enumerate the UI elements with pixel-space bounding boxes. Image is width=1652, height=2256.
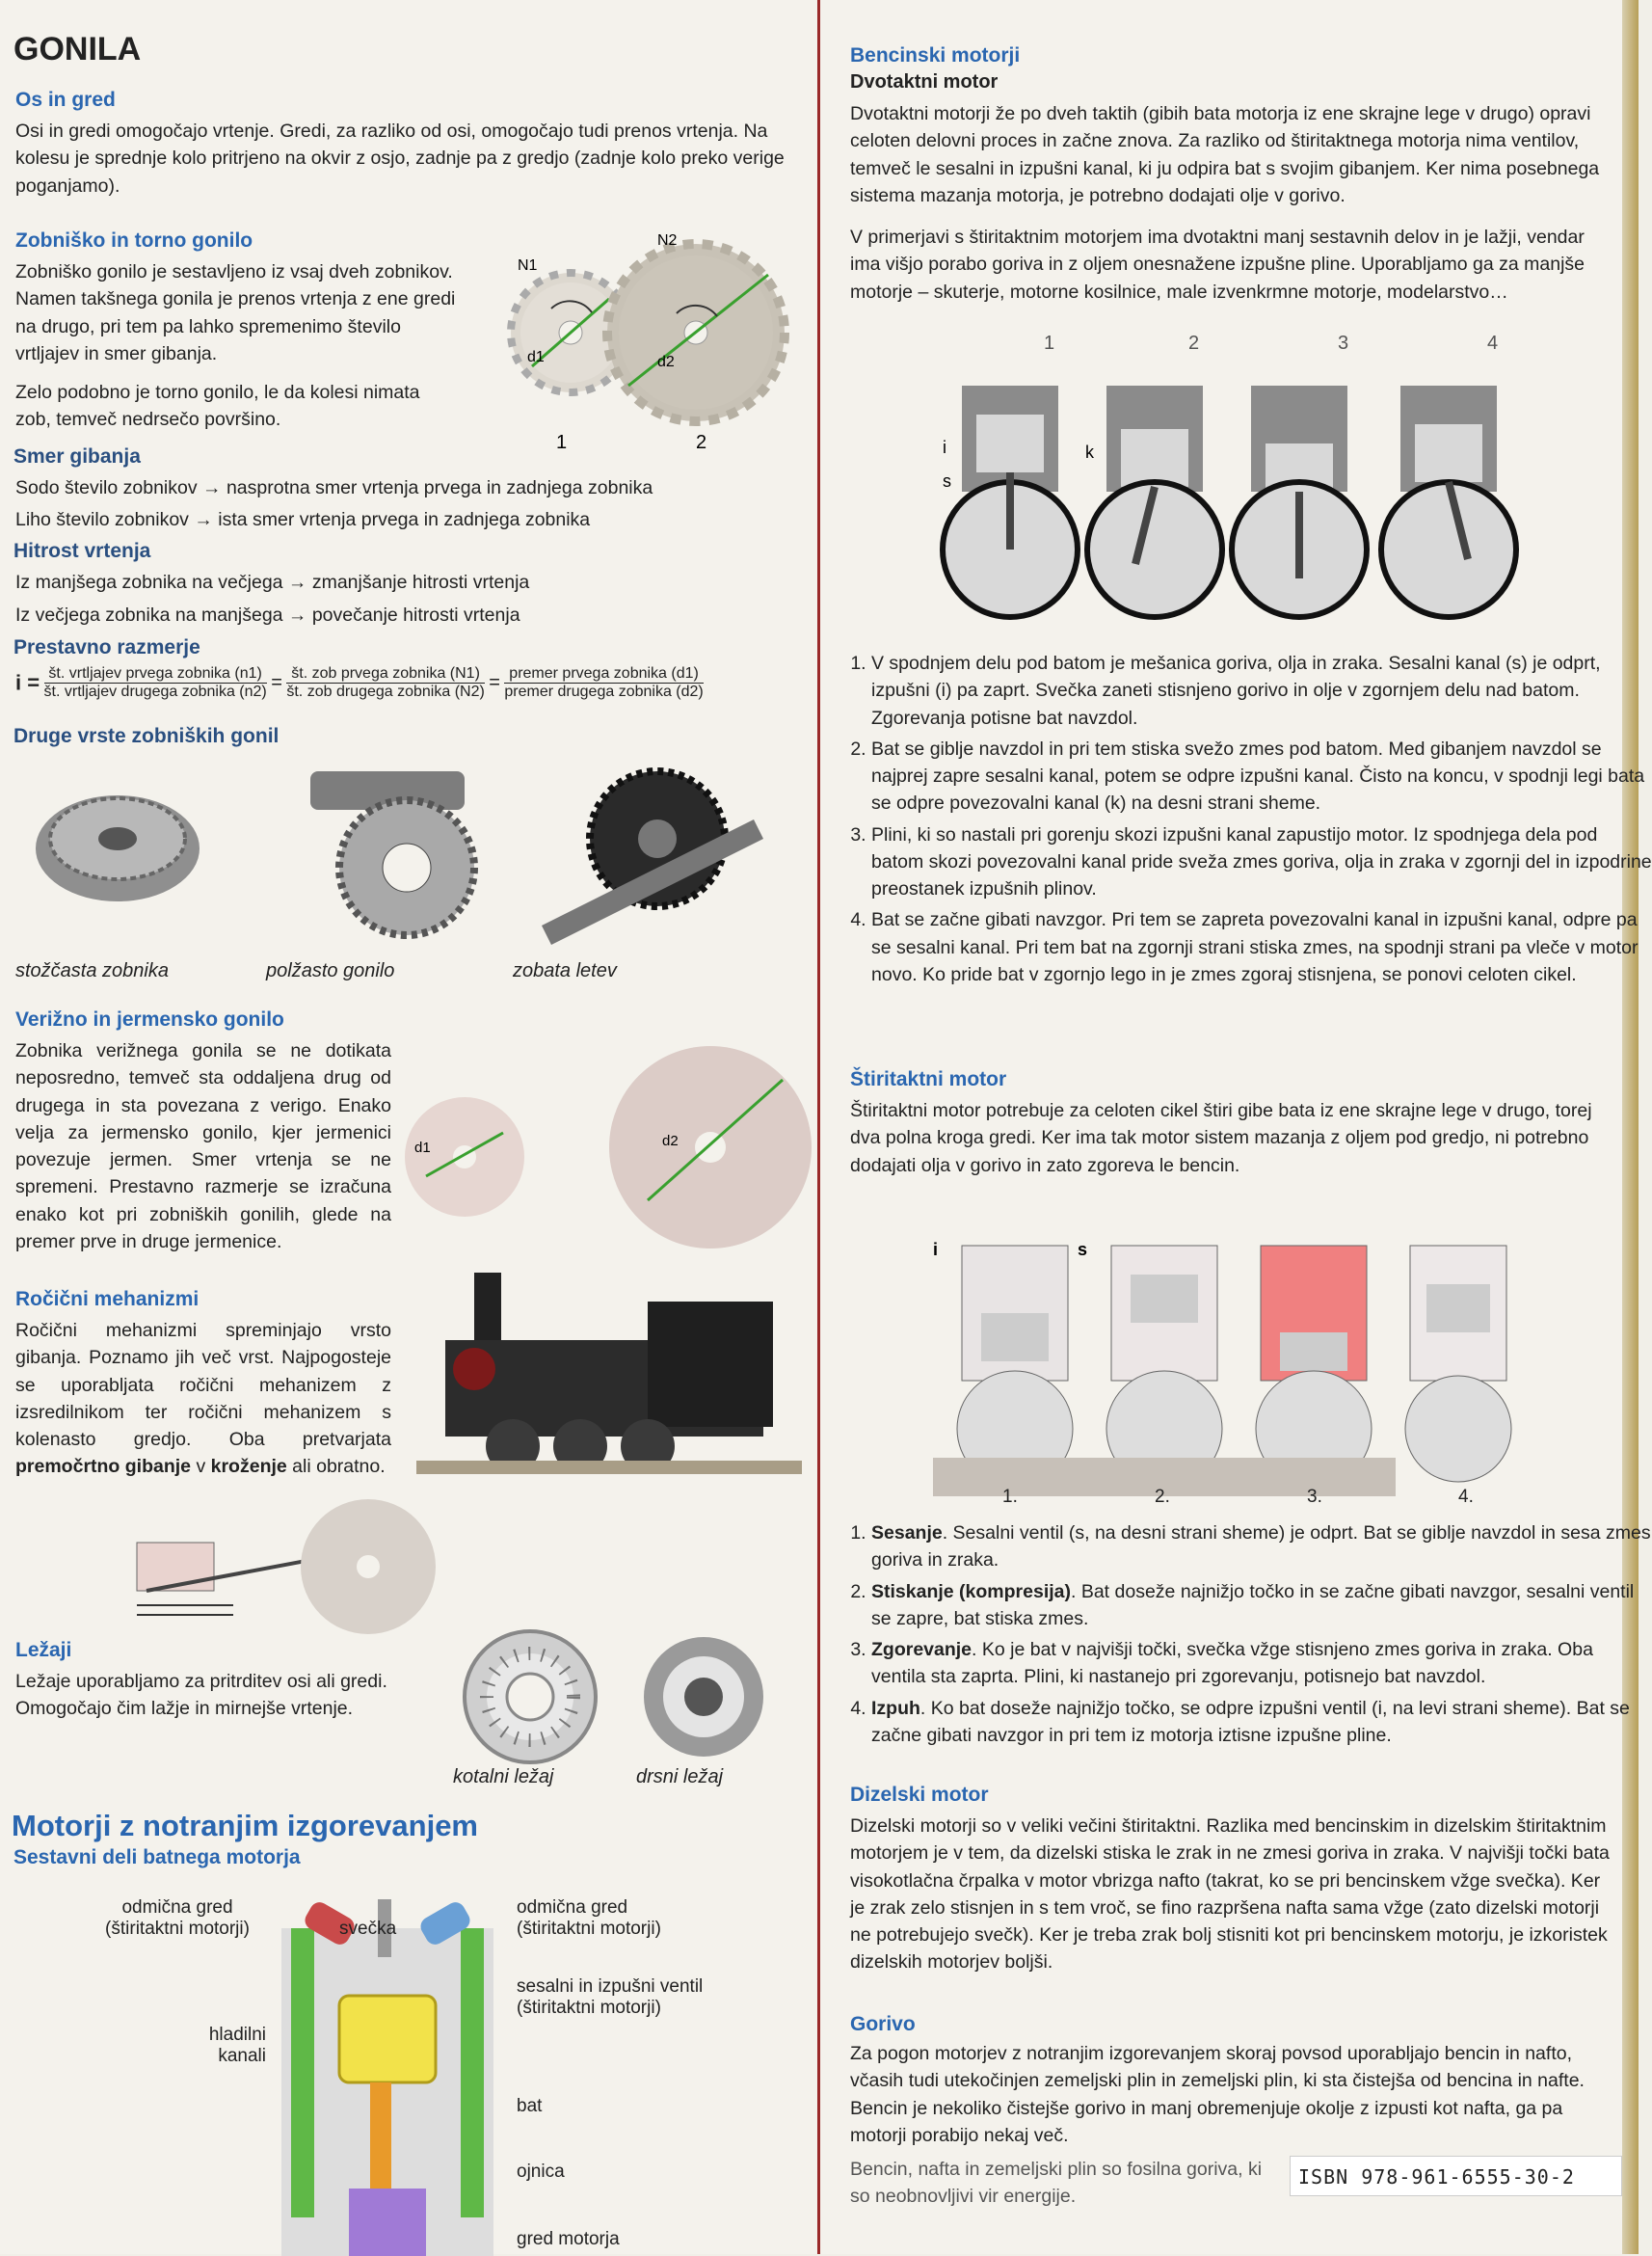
label-ojnica: ojnica [517,2162,565,2182]
four-stroke-step [871,1636,1652,1691]
zobnisko-heading: Zobniško in torno gonilo [15,229,253,252]
smer-line-2: Liho število zobnikov → ista smer vrtenja prvega in zadnjega zobnika [15,509,591,530]
prestavno-heading: Prestavno razmerje [13,636,200,658]
four-stroke-step [871,1578,1652,1633]
section-title: GONILA [13,31,142,67]
lezaji-heading: Ležaji [15,1639,72,1661]
four-stroke-step [871,1519,1652,1574]
two-stroke-num-1: 1 [1044,333,1055,354]
step-title: Zgorevanje [871,1639,973,1661]
four-stroke-num-4: 4. [1458,1487,1474,1507]
gorivo-heading: Gorivo [850,2013,916,2035]
bearings-image [453,1629,800,1764]
worm-gear-image [310,771,474,935]
dizel-heading: Dizelski motor [850,1784,989,1806]
step-text: . Bat doseže najnižjo točko in se začne gibati navzgor, sesalni ventil se zapre, bat stiska zmes. [871,1580,1635,1629]
eq-1: = [271,672,282,693]
page-edge [1622,0,1639,2254]
label-hladilni: hladilni kanali [208,2025,266,2066]
step-title: Sesanje [871,1522,943,1544]
fraction-diameter [504,665,703,701]
belt-label-d1: d1 [414,1140,431,1156]
rocicni-bold-1: premočrtno gibanje [15,1456,192,1478]
two-stroke-num-4: 4 [1487,333,1499,354]
hitrost-heading: Hitrost vrtenja [13,540,151,562]
fraction-diameter-den: premer drugega zobnika (d2) [504,684,704,700]
two-stroke-steps [837,650,1652,992]
fraction-teeth-den: št. zob drugega zobnika (N2) [286,684,485,700]
fraction-teeth [286,665,484,701]
two-stroke-step: 3. Plini, ki so nastali pri gorenju skozi izpušni kanal zapustijo motor. Iz spodnjega dela pod batom skozi povezovalni kanal pride sveža zmes goriva, olja in zraka v zgornji del in izpodrine preostanek izpušnih plinov. [871,821,1652,903]
two-stroke-step: 2. Bat se giblje navzdol in pri tem stiska svežo zmes pod batom. Med gibanjem navzdol se najprej zapre sesalni kanal, potem se odpre izpušni kanal. Čisto na koncu, v spodnji legi bata se odpre povezovalni kanal (k) na desni strani sheme. [871,736,1652,818]
two-stroke-step: 1. V spodnjem delu pod batom je mešanica goriva, olja in zraka. Sesalni kanal (s) je odprt, izpušni (i) pa zaprt. Svečka zaneti stisnjeno gorivo in olje v zgornjem delu nad batom. Zgorevanja potisne bat navzdol. [871,650,1652,732]
fraction-revs-den: št. vrtljajev drugega zobnika (n2) [43,684,267,700]
isbn-barcode-text: ISBN 978-961-6555-30-2 [1290,2156,1622,2196]
locomotive-image [416,1263,802,1485]
two-stroke-label-s: s [943,471,951,491]
eq-2: = [489,672,500,693]
gorivo-p: Za pogon motorjev z notranjim izgorevanjem skoraj povsod uporabljajo bencin in nafto, včasih tudi utekočinjen zemeljski plin in zemeljski plin, ki sta čistejša od bencina in nafte. Bencin je nekoliko čistejše gorivo in manj obremenjuje okolje z izpusti kot nafta, ga pa motorji porabijo nekaj več. [850,2043,1585,2146]
gear-num-2: 2 [696,432,707,453]
large-gear [607,244,785,421]
label-d1: d1 [527,349,545,365]
column-divider [817,0,820,2254]
druge-heading: Druge vrste zobniških gonil [13,725,280,747]
belt-diagram [387,1041,802,1263]
dizel-p: Dizelski motorji so v veliki večini štiritaktni. Razlika med bencinskim in dizelskim štiritaktnim motorjem je v tem, da dizelski stiska le zrak in ne zmesi goriva in zraka. V najvišji točki bata visokotlačna črpalka v motor vbrizga nafto (takrat, ko se pri bencinskem vžge svečka). Ker je zrak zelo stisnjen in s tem vroč, se fino razpršena nafta sama vžge (zato dizelski motorji ne potrebujejo svečk). Ker je treba zrak bolj stisniti kot pri bencinskem motorju, je izkoristek dizelskih motorjev boljši. [850,1815,1610,1974]
crank-diagram [108,1499,474,1644]
two-stroke-stage-1 [943,386,1078,617]
rocicni-bold-2: kroženje [210,1456,287,1478]
caption-kotalni: kotalni ležaj [453,1766,554,1787]
two-stroke-num-3: 3 [1338,333,1349,354]
caption-worm: polžasto gonilo [266,960,395,981]
motorji-subheading: Sestavni deli batnega motorja [13,1846,301,1868]
step-text: . Ko je bat v najvišji točki, svečka vžge stisnjeno zmes goriva in zraka. Oba ventila sta zaprta. Plini, ki nastanejo pri zgorevanju, potisnejo bat navzdol. [871,1639,1593,1688]
zobnisko-text: Zobniško gonilo je sestavljeno iz vsaj dveh zobnikov. Namen takšnega gonila je prenos vrtenja z ene gredi na drugo, pri tem pa lahko spremenimo število vrtljajev in smer gibanja. [15,261,456,364]
fraction-teeth-num: št. zob prvega zobnika (N1) [286,665,484,684]
gear-num-1: 1 [556,432,568,453]
belt-label-d2: d2 [662,1133,679,1149]
motorji-heading: Motorji z notranjim izgorevanjem [12,1809,478,1842]
four-stroke-stage-3 [1232,1246,1396,1496]
rack-gear-image [542,771,763,945]
stiri-p: Štiritaktni motor potrebuje za celoten cikel štiri gibe bata iz ene skrajne lege v drugo, torej dva polna kroga gredi. Ker ima tak motor sistem mazanja z oljem pod gredjo, ni potrebno dodajati olja v gorivo in zato zgoreva le bencin. [850,1100,1592,1176]
step-text: . Sesalni ventil (s, na desni strani sheme) je odprt. Bat se giblje navzdol in sesa zmes goriva in zraka. [871,1522,1651,1571]
osi-heading: Os in gred [15,89,116,111]
four-stroke-num-1: 1. [1002,1487,1018,1507]
dvotaktni-p1: Dvotaktni motorji že po dveh taktih (gibih bata motorja iz ene skrajne lege v drugo) opravi celoten delovni proces in začne znova. Za razliko od štiritaktnega motorja nima ventilov, temveč le sesalni in izpušni kanal, ki ju odpira bat s svojim gibanjem. Ker nima posebnega sistema mazanja motorja, je potrebno dodajati olje v gorivo. [850,103,1600,206]
four-stroke-num-2: 2. [1155,1487,1170,1507]
osi-text: Osi in gredi omogočajo vrtenje. Gredi, za razliko od osi, omogočajo tudi prenos vrtenja. Na kolesu je sprednje kolo pritrjeno na okvir z osjo, zadnje pa z gredjo (zadnje kolo preko verige poganjamo). [15,121,785,197]
two-stroke-engines [943,357,1502,636]
two-stroke-stage-3 [1232,386,1367,617]
ratio-i: i = [15,670,40,695]
gear-types-images [21,762,792,954]
label-svecka: svečka [339,1919,397,1939]
gears-diagram [484,231,802,453]
step-text: . Ko bat doseže najnižjo točko, se odpre izpušni ventil (i, na levi strani sheme). Bat se začne gibati navzgor in pri tem iz motorja iztisne izpušne pline. [871,1697,1630,1746]
bevel-gear-image [36,795,200,901]
four-stroke-step [871,1695,1652,1750]
label-odmicna-left: odmična gred (štiritaktni motorji) [105,1897,250,1939]
step-title: Stiskanje (kompresija) [871,1580,1071,1602]
two-stroke-label-k: k [1085,443,1094,462]
torno-text: Zelo podobno je torno gonilo, le da kolesi nimata zob, temveč nedrsečo površino. [15,382,420,431]
bencinski-heading: Bencinski motorji [850,44,1021,67]
smer-heading: Smer gibanja [13,445,141,468]
rocicni-heading: Ročični mehanizmi [15,1288,200,1310]
verizno-text: Zobnika verižnega gonila se ne dotikata neposredno, temveč sta oddaljena drug od drugega in sta povezana z verigo. Enako velja za jermensko gonilo, kjer jermenici povezuje jermen. Smer vrtenja se ne spremeni. Prestavno razmerje se izračuna enako kot pri zobniških gonilih, glede na premer prve in druge jermenice. [15,1040,391,1252]
four-stroke-engines [933,1197,1511,1506]
fraction-revs [44,665,267,701]
four-stroke-steps [837,1519,1652,1753]
four-stroke-label-i: i [933,1240,939,1259]
gorivo-p2: Bencin, nafta in zemeljski plin so fosilna goriva, ki so neobnovljivi vir energije. [850,2159,1263,2208]
four-stroke-label-s: s [1078,1240,1088,1259]
two-stroke-stage-2 [1087,386,1222,617]
label-odmicna-right: odmična gred (štiritaktni motorji) [517,1897,661,1939]
rocicni-text [15,1317,391,1481]
hitrost-line-1: Iz manjšega zobnika na večjega → zmanjšanje hitrosti vrtenja [15,572,530,593]
smer-line-1: Sodo število zobnikov → nasprotna smer vrtenja prvega in zadnjega zobnika [15,477,653,498]
verizno-heading: Verižno in jermensko gonilo [15,1008,284,1031]
fraction-diameter-num: premer prvega zobnika (d1) [504,665,703,684]
label-bat: bat [517,2096,543,2116]
four-stroke-stage-4 [1405,1246,1511,1482]
label-d2: d2 [657,354,675,370]
engine-parts-diagram [253,1890,522,2256]
caption-rack: zobata letev [513,960,617,981]
caption-drsni: drsni ležaj [636,1766,724,1787]
rocicni-text-a: Ročični mehanizmi spreminjajo vrsto gibanja. Poznamo jih več vrst. Najpogosteje se uporabljata ročični mehanizem z izsredilnikom ter ročični mehanizem s kolenasto gredjo. Oba pretvarjata [15,1320,391,1451]
dvotaktni-p2: V primerjavi s štiritaktnim motorjem ima dvotaktni manj sestavnih delov in je lažji, vendar ima višjo porabo goriva in z oljem onesnažene izpušne pline. Uporabljamo ga za manjše motorje – skuterje, motorne kosilnice, male izvenkrmne motorje, modelarstvo… [850,227,1585,303]
two-stroke-stage-4 [1381,386,1516,617]
four-stroke-stage-1 [933,1246,1097,1496]
stiri-heading: Štiritaktni motor [850,1068,1007,1090]
label-n2: N2 [657,232,678,249]
label-n1: N1 [518,257,538,274]
fraction-revs-num: št. vrtljajev prvega zobnika (n1) [44,665,267,684]
rocicni-text-c: ali obratno. [292,1456,386,1478]
rocicni-text-b: v [196,1456,206,1478]
lezaji-text: Ležaje uporabljamo za pritrditev osi ali gredi. Omogočajo čim lažje in mirnejše vrtenje. [15,1671,387,1720]
two-stroke-label-i: i [943,438,946,457]
step-title: Izpuh [871,1697,920,1719]
caption-bevel: stožčasta zobnika [15,960,169,981]
four-stroke-stage-2 [1082,1246,1246,1496]
two-stroke-step: 4. Bat se začne gibati navzgor. Pri tem se zapreta povezovalni kanal in izpušni kanal, odpre pa se sesalni kanal. Pri tem bat na zgornji strani stiska zmes, na spodnji strani pa vleče v motor novo. Ko pride bat v zgornjo lego in je zmes zgoraj stisnjena, se ponovi celoten cikel. [871,906,1652,988]
label-ventil: sesalni in izpušni ventil (štiritaktni motorji) [517,1976,704,2018]
label-gred: gred motorja [517,2229,620,2249]
four-stroke-num-3: 3. [1307,1487,1322,1507]
ratio-formula [15,665,806,701]
two-stroke-num-2: 2 [1188,333,1200,354]
hitrost-line-2: Iz večjega zobnika na manjšega → povečanje hitrosti vrtenja [15,604,520,626]
dvotaktni-heading: Dvotaktni motor [850,71,999,93]
